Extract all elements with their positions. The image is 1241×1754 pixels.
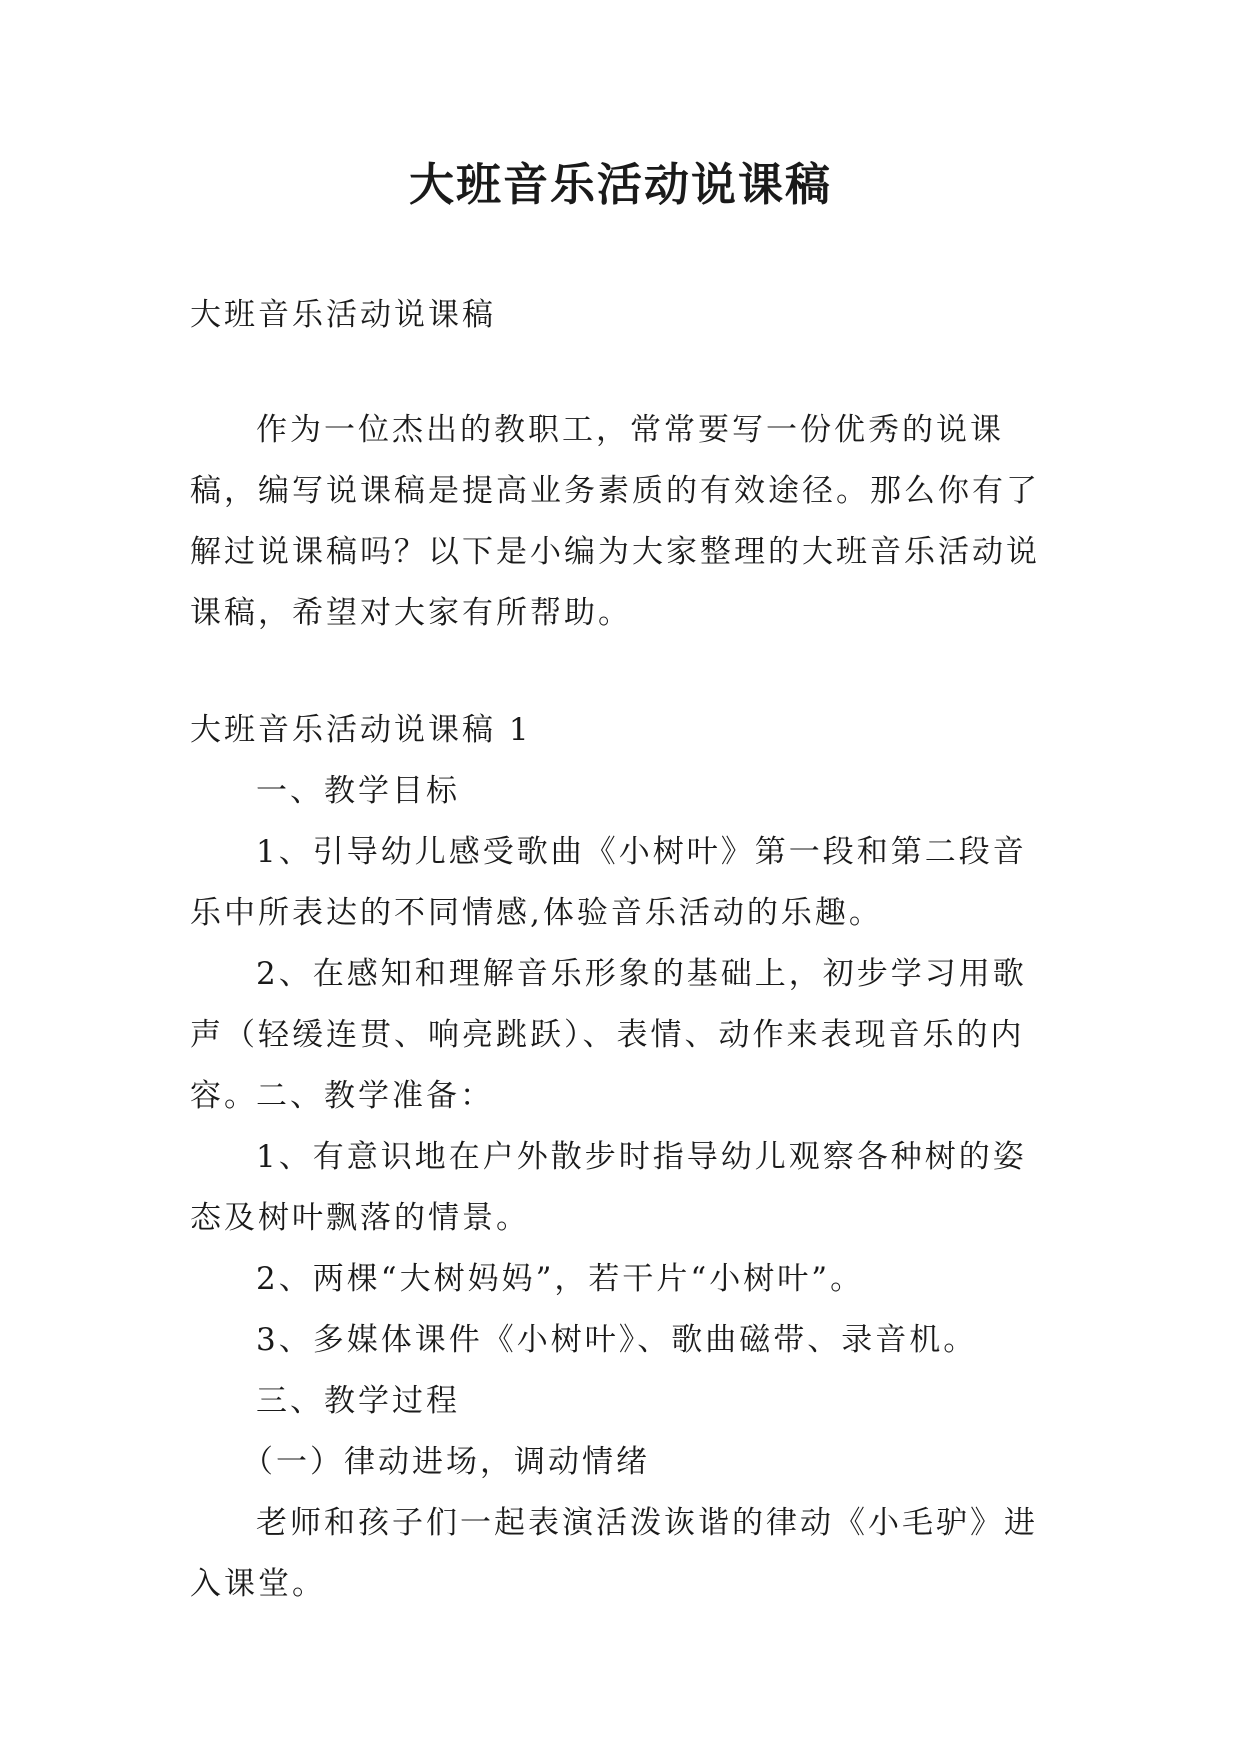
heading-teaching-preparation: 二、教学准备： [256, 1078, 494, 1114]
intro-paragraph: 作为一位杰出的教职工，常常要写一份优秀的说课稿，编写说课稿是提高业务素质的有效途径。那么你有了解过说课稿吗？以下是小编为大家整理的大班音乐活动说课稿，希望对大家有所帮助。 [190, 412, 1040, 631]
goal-item-2: 2、在感知和理解音乐形象的基础上，初步学习用歌声（轻缓连贯、响亮跳跃）、表情、动作来表现音乐的内容。 [190, 956, 1027, 1114]
heading-teaching-process: 三、教学过程 [256, 1383, 460, 1419]
preparation-item-3: 3、多媒体课件《小树叶》、歌曲磁带、录音机。 [256, 1322, 978, 1358]
goal-item-1: 1、引导幼儿感受歌曲《小树叶》第一段和第二段音乐中所表达的不同情感,体验音乐活动的乐趣。 [190, 834, 1027, 931]
process-step-1-text: 老师和孩子们一起表演活泼诙谐的律动《小毛驴》进入课堂。 [190, 1505, 1038, 1602]
section-title: 大班音乐活动说课稿 1 [190, 712, 532, 748]
document-subtitle: 大班音乐活动说课稿 [190, 297, 496, 333]
preparation-item-2: 2、两棵“大树妈妈”，若干片“小树叶”。 [256, 1261, 865, 1297]
process-step-1-heading: （一）律动进场，调动情绪 [242, 1444, 650, 1480]
document-title: 大班音乐活动说课稿 [408, 158, 832, 211]
heading-teaching-goals: 一、教学目标 [256, 773, 460, 809]
preparation-item-1: 1、有意识地在户外散步时指导幼儿观察各种树的姿态及树叶飘落的情景。 [190, 1139, 1027, 1236]
